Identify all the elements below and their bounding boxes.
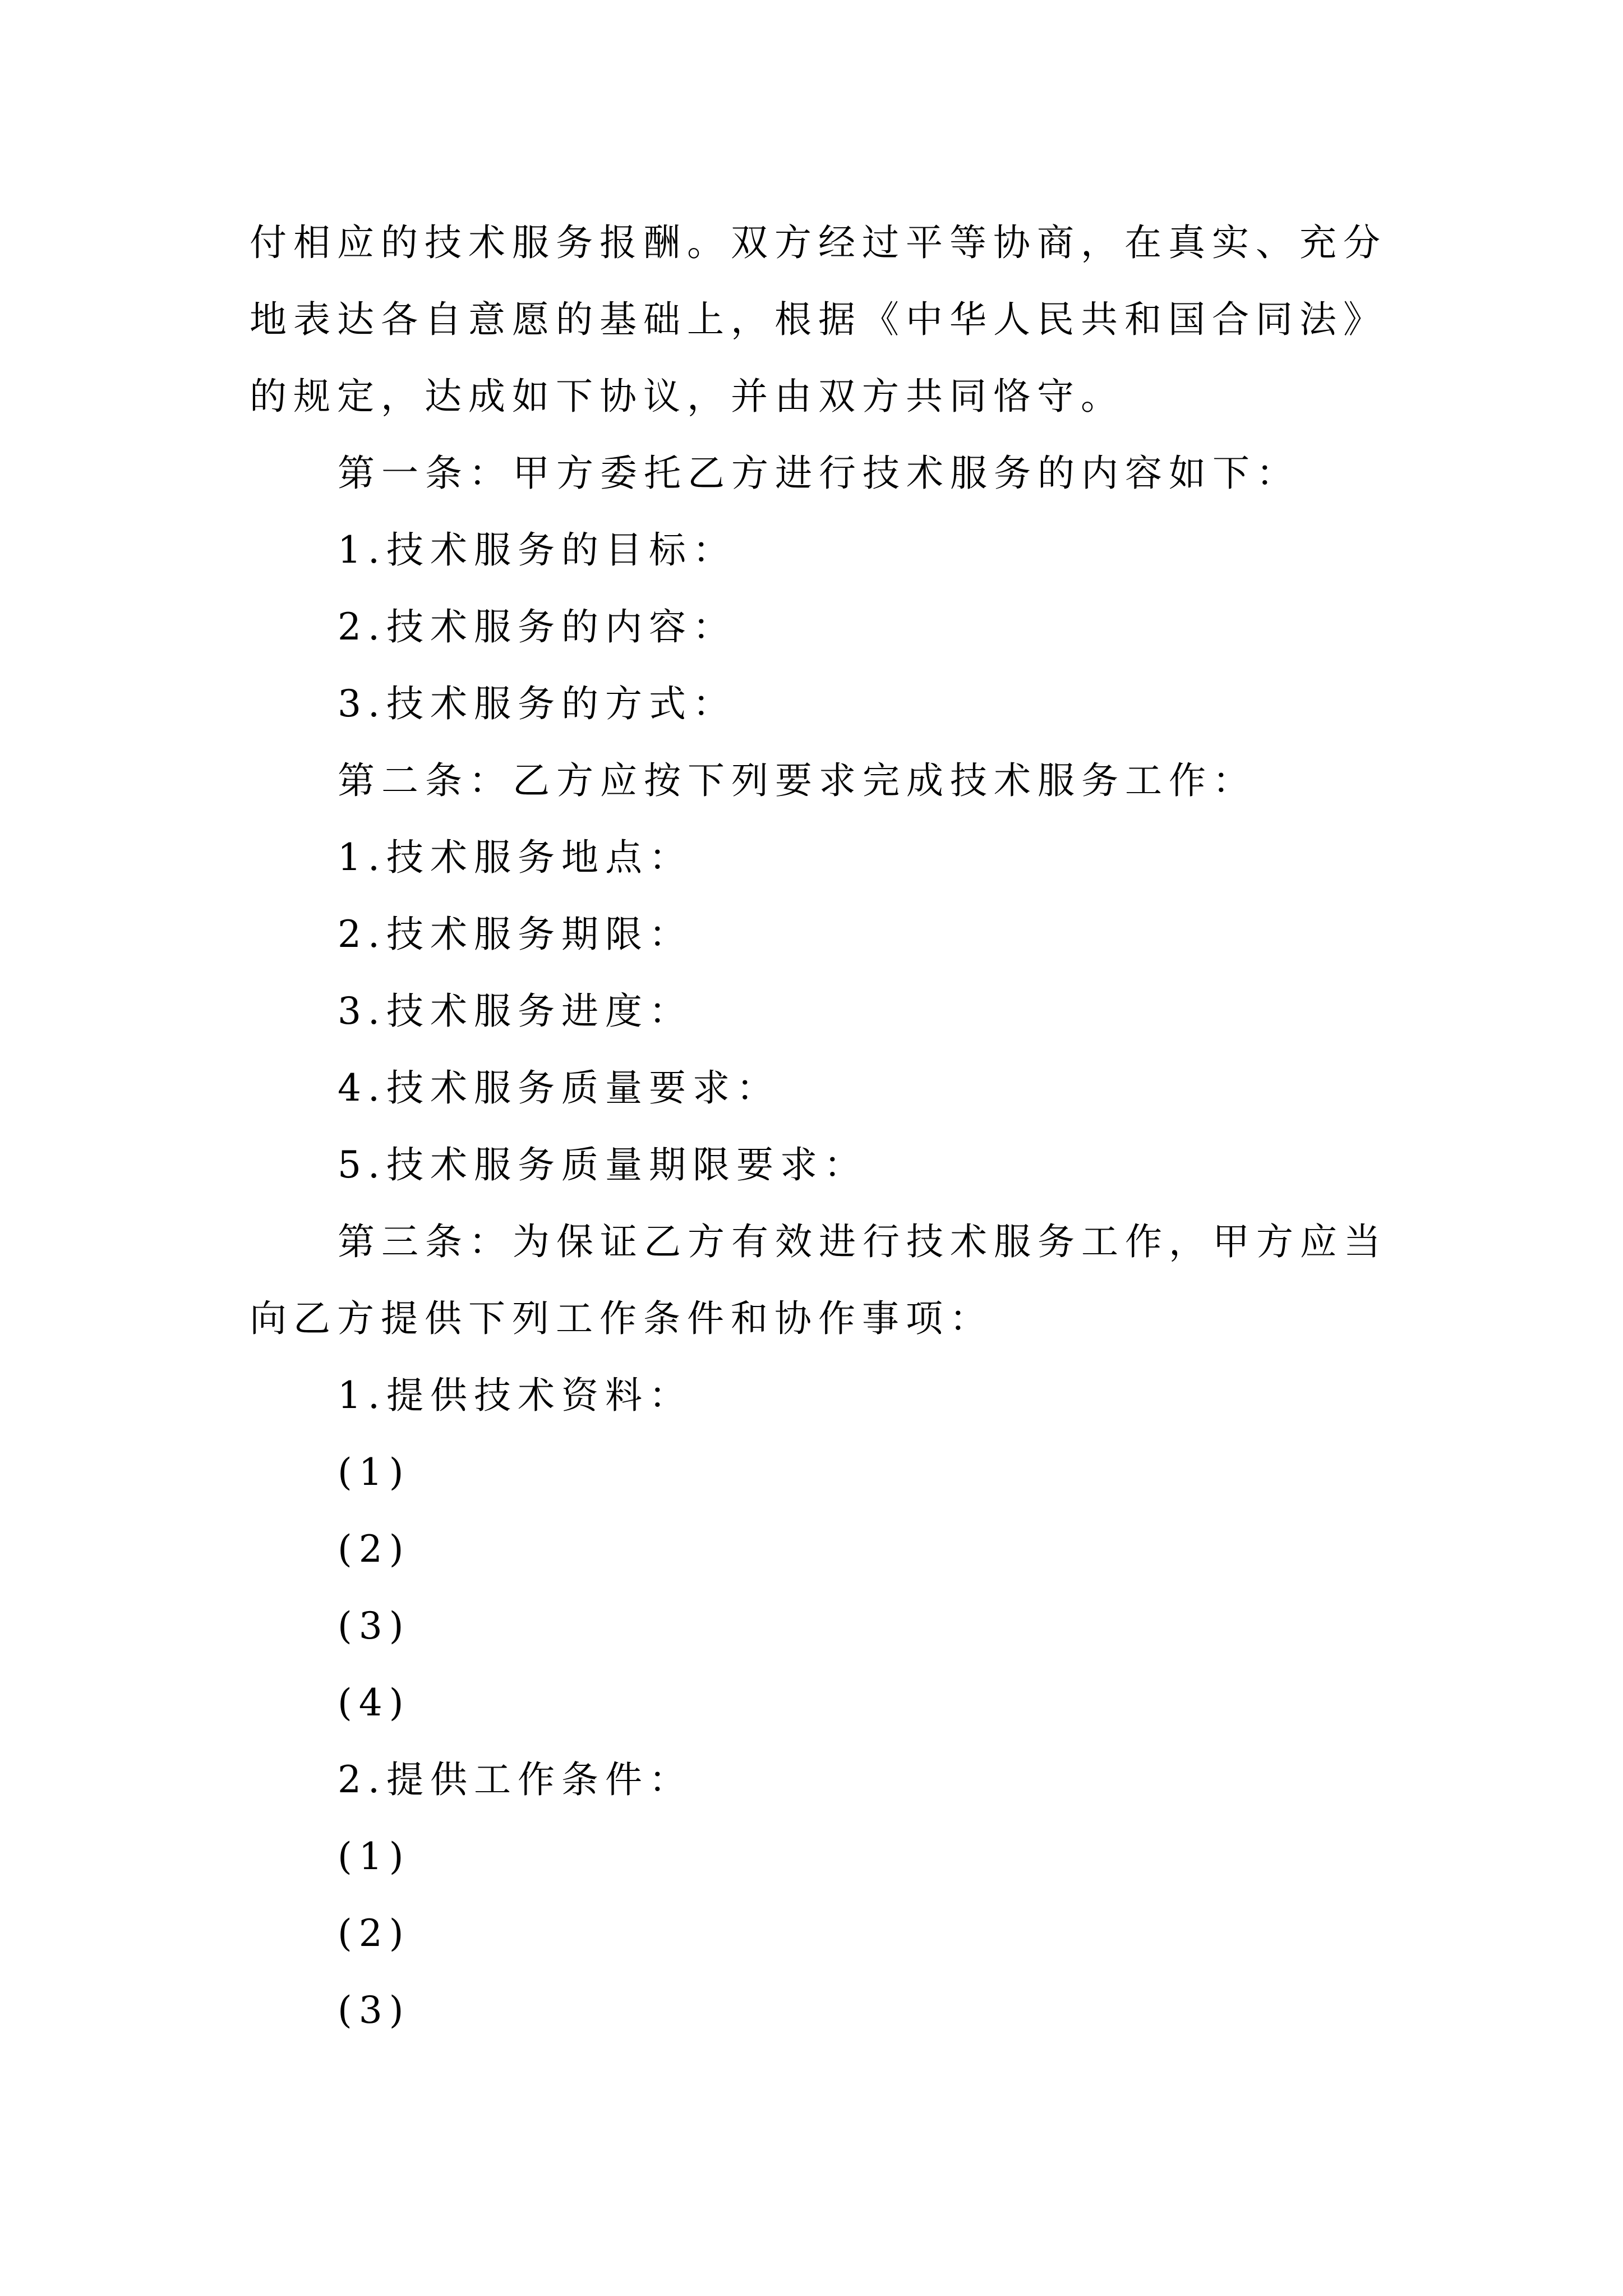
- sub-item: (1): [338, 1451, 411, 1494]
- sub-item: (2): [338, 1912, 411, 1955]
- sub-item: (4): [338, 1681, 411, 1724]
- clause-3-section-title: 2.提供工作条件：: [338, 1758, 693, 1801]
- clause-2-item: 5.技术服务质量期限要求：: [338, 1143, 868, 1186]
- clause-3-heading-continued: 向乙方提供下列工作条件和协作事项：: [250, 1297, 993, 1340]
- sub-item: (3): [338, 1604, 411, 1648]
- intro-paragraph-line: 的规定，达成如下协议，并由双方共同恪守。: [250, 375, 1124, 418]
- clause-1-item: 3.技术服务的方式：: [338, 682, 736, 725]
- intro-paragraph-line: 付相应的技术服务报酬。双方经过平等协商，在真实、充分: [250, 221, 1387, 264]
- clause-2-item: 3.技术服务进度：: [338, 990, 693, 1033]
- clause-3-heading: 第三条：为保证乙方有效进行技术服务工作，甲方应当: [338, 1220, 1387, 1263]
- clause-2-item: 4.技术服务质量要求：: [338, 1066, 780, 1110]
- sub-item: (2): [338, 1527, 411, 1571]
- intro-paragraph-line: 地表达各自意愿的基础上，根据《中华人民共和国合同法》: [250, 298, 1387, 341]
- clause-1-item: 2.技术服务的内容：: [338, 605, 736, 648]
- clause-2-item: 2.技术服务期限：: [338, 913, 693, 956]
- contract-page-body: [250, 204, 1483, 2049]
- clause-3-section-title: 1.提供技术资料：: [338, 1374, 693, 1417]
- clause-1-item: 1.技术服务的目标：: [338, 528, 736, 572]
- clause-1-heading: 第一条：甲方委托乙方进行技术服务的内容如下：: [338, 452, 1300, 495]
- clause-2-item: 1.技术服务地点：: [338, 836, 693, 879]
- sub-item: (1): [338, 1835, 411, 1878]
- clause-2-heading: 第二条：乙方应按下列要求完成技术服务工作：: [338, 759, 1256, 802]
- sub-item: (3): [338, 1989, 411, 2032]
